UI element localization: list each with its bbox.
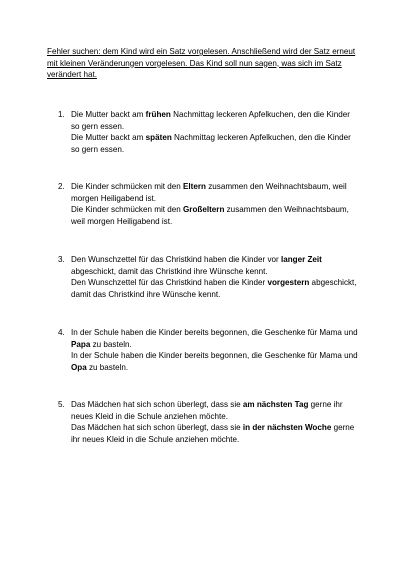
changed-word: Großeltern — [183, 205, 225, 215]
changed-word: Eltern — [183, 182, 206, 191]
exercise-item-2 — [58, 181, 358, 227]
sentence-modified: In der Schule haben die Kinder bereits begonnen, die Geschenke für Mama und Opa zu basteln. — [71, 351, 358, 372]
item-number: 2. — [58, 182, 65, 191]
changed-word: am nächsten Tag — [242, 400, 309, 409]
changed-word: späten — [145, 133, 172, 143]
exercise-item-1 — [58, 109, 358, 155]
changed-word: in der nächsten Woche — [242, 423, 332, 433]
item-number: 1. — [58, 110, 65, 119]
item-number: 4. — [58, 328, 65, 337]
sentence-modified: Die Mutter backt am späten Nachmittag leckeren Apfelkuchen, den die Kinder so gern essen. — [71, 133, 351, 154]
instructions-text: Fehler suchen: dem Kind wird ein Satz vorgelesen. Anschließend wird der Satz erneut mit kleinen Veränderungen vorgelesen. Das Kind soll nun sagen, was sich im Satz verändert hat. — [47, 47, 356, 79]
exercise-item-5 — [58, 399, 358, 445]
item-number: 5. — [58, 400, 65, 409]
sentence-original: In der Schule haben die Kinder bereits begonnen, die Geschenke für Mama und Papa zu basteln. — [71, 328, 358, 349]
sentence-original: Den Wunschzettel für das Christkind haben die Kinder vor langer Zeit abgeschickt, damit das Christkind ihre Wünsche kennt. — [71, 255, 322, 276]
item-number: 3. — [58, 255, 65, 264]
changed-word: vorgestern — [267, 278, 310, 288]
sentence-original: Die Kinder schmücken mit den Eltern zusammen den Weihnachtsbaum, weil morgen Heiligabend ist. — [71, 182, 347, 203]
changed-word: langer Zeit — [280, 255, 322, 264]
sentence-modified: Das Mädchen hat sich schon überlegt, dass sie in der nächsten Woche gerne ihr neues Kleid in die Schule anziehen möchte. — [71, 423, 355, 444]
changed-word: Papa — [71, 339, 91, 349]
changed-word: Opa — [71, 362, 87, 372]
exercise-item-3 — [58, 254, 358, 300]
exercise-item-4 — [58, 327, 358, 373]
sentence-original: Das Mädchen hat sich schon überlegt, dass sie am nächsten Tag gerne ihr neues Kleid in die Schule anziehen möchte. — [71, 400, 343, 421]
sentence-modified: Den Wunschzettel für das Christkind haben die Kinder vorgestern abgeschickt, damit das Christkind ihre Wünsche kennt. — [71, 278, 357, 299]
sentence-original: Die Mutter backt am frühen Nachmittag leckeren Apfelkuchen, den die Kinder so gern essen. — [71, 110, 350, 131]
sentence-modified: Die Kinder schmücken mit den Großeltern zusammen den Weihnachtsbaum, weil morgen Heiligabend ist. — [71, 205, 349, 226]
changed-word: frühen — [145, 110, 171, 119]
